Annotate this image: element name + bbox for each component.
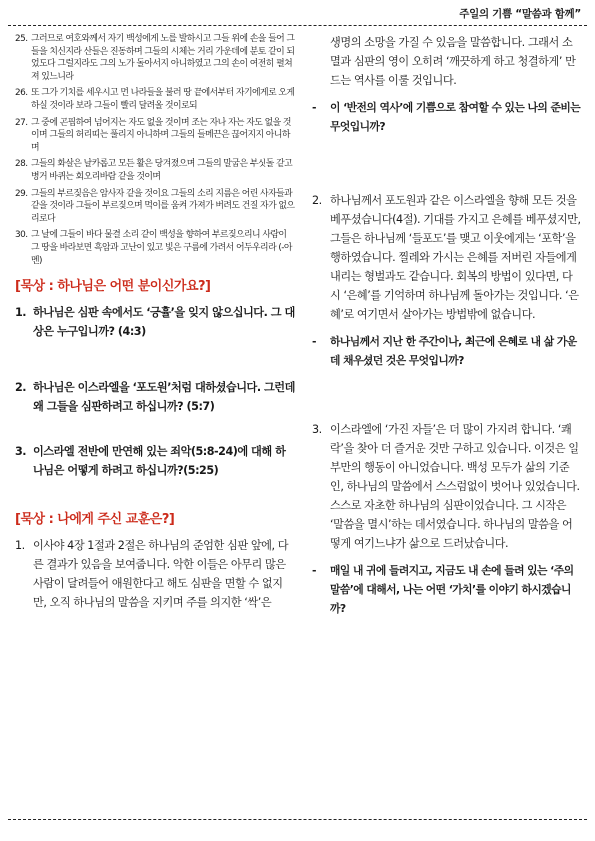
reflection-question-1 bbox=[312, 98, 582, 136]
item-number: 1. bbox=[15, 539, 25, 553]
answer-space bbox=[15, 416, 295, 442]
lesson-item-2 bbox=[312, 191, 582, 324]
question-2 bbox=[15, 378, 295, 416]
reflection-text: 하나님께서 지난 한 주간이나, 최근에 은혜로 내 삶 가운데 채우셨던 것은 무엇입니까? bbox=[330, 335, 577, 367]
top-dashed-divider bbox=[8, 25, 587, 26]
page-header-title: 주일의 기쁨 “말씀과 함께” bbox=[459, 8, 581, 20]
question-text: 하나님은 심판 속에서도 ‘긍휼’을 잊지 않으십니다. 그 대상은 누구입니까? (4:3) bbox=[33, 306, 295, 339]
verse-25 bbox=[15, 33, 295, 83]
item-number: 2. bbox=[312, 194, 322, 207]
verse-text: 또 그가 기치를 세우시고 먼 나라들을 불러 땅 끝에서부터 자기에게로 오게 하실 것이라 보라 그들이 빨리 달려올 것이로되 bbox=[31, 88, 295, 111]
reflection-text: 이 ‘반전의 역사’에 기쁨으로 참여할 수 있는 나의 준비는 무엇입니까? bbox=[330, 101, 581, 133]
section-title-who-is-god: [묵상 : 하나님은 어떤 분이신가요?] bbox=[15, 279, 211, 295]
item-text: 이사야 4장 1절과 2절은 하나님의 준엄한 심판 앞에, 다른 결과가 있음을 보여줍니다. 악한 이들은 아무리 많은 사람이 달려들어 애원한다고 해도 심판을 면할 수 없지만, 오직 하나님의 말씀을 지키며 주를 의지한 ‘싹’은 bbox=[33, 539, 289, 610]
verse-text: 그 중에 곤핍하여 넘어지는 자도 없을 것이며 조는 자나 자는 자도 없을 것이며 그들의 허리띠는 풀리지 아니하며 그들의 들메끈은 끊어지지 아니하며 bbox=[31, 117, 291, 153]
reflection-question-2 bbox=[312, 332, 582, 370]
lesson-item-3 bbox=[312, 420, 582, 553]
item-text: 하나님께서 포도원과 같은 이스라엘을 향해 모든 것을 베푸셨습니다(4절). 기대를 가지고 은혜를 베푸셨지만, 그들은 하나님께 ‘들포도’를 맺고 이웃에게는 ‘포학’을 행하였습니다. 찔레와 가시는 은혜를 저버린 자들에게 내리는 형벌과도 같습니다. 회복의 방법이 있다면, 다시 ‘은혜’를 기억하며 하나님께 돌아가는 것입니다. ‘은혜’로 여기면서 살아가는 방법밖에 없습니다. bbox=[330, 194, 581, 321]
verse-number: 26. bbox=[15, 88, 28, 99]
verse-number: 30. bbox=[15, 230, 28, 241]
lesson-item-1 bbox=[15, 536, 295, 612]
item-text: 이스라엘에 ‘가진 자들’은 더 많이 가지려 합니다. ‘쾌락’을 찾아 더 즐거운 것만 구하고 있습니다. 이것은 일부만의 행동이 아니었습니다. 백성 모두가 삶의 기준인, 하나님의 말씀에서 스스럼없이 벗어나 있었습니다. 스스로 자초한 하나님의 심판이었습니다. 그 시작은 ‘말씀을 멸시’하는 데서였습니다. 하나님의 말씀을 어떻게 여기느냐가 삶으로 드러났습니다. bbox=[330, 423, 580, 550]
question-number: 3. bbox=[15, 445, 27, 459]
left-column bbox=[15, 33, 295, 612]
bullet-dash: - bbox=[312, 564, 316, 577]
question-text: 하나님은 이스라엘을 ‘포도원’처럼 대하셨습니다. 그런데 왜 그들을 심판하려고 하십니까? (5:7) bbox=[33, 381, 295, 414]
verse-26 bbox=[15, 87, 295, 112]
verse-text: 그러므로 여호와께서 자기 백성에게 노를 발하시고 그들 위에 손을 들어 그들을 치신지라 산들은 진동하며 그들의 시체는 거리 가운데에 분토 같이 되었도다 그럴지라도 그의 노가 돌아서지 아니하였고 그의 손이 여전히 펼쳐져 있느니라 bbox=[31, 34, 295, 82]
verse-29 bbox=[15, 188, 295, 226]
question-number: 2. bbox=[15, 381, 27, 395]
verse-text: 그 날에 그들이 바다 물결 소리 같이 백성을 향하여 부르짖으리니 사람이 그 땅을 바라보면 흑암과 고난이 있고 빛은 구름에 가려서 어두우리라 (-아멘) bbox=[31, 230, 292, 266]
bullet-dash: - bbox=[312, 335, 316, 348]
answer-space bbox=[15, 341, 295, 378]
verse-number: 28. bbox=[15, 159, 28, 170]
bottom-dashed-divider bbox=[8, 819, 587, 820]
bullet-dash: - bbox=[312, 101, 316, 114]
reflection-question-3 bbox=[312, 561, 582, 618]
answer-space bbox=[15, 480, 295, 502]
verse-text: 그들의 화살은 날카롭고 모든 활은 당겨졌으며 그들의 말굽은 부싯돌 같고 병거 바퀴는 회오리바람 같을 것이며 bbox=[31, 159, 293, 182]
verse-text: 그들의 부르짖음은 암사자 같을 것이요 그들의 소리 지름은 어린 사자들과 같을 것이라 그들이 부르짖으며 먹이를 움켜 가져가 버려도 건질 자가 없으리로다 bbox=[31, 188, 295, 224]
right-column bbox=[312, 33, 582, 618]
question-1 bbox=[15, 303, 295, 341]
item-number: 3. bbox=[312, 423, 322, 436]
section-title-lesson: [묵상 : 나에게 주신 교훈은?] bbox=[15, 512, 175, 528]
reflection-text: 매일 내 귀에 들려지고, 지금도 내 손에 들려 있는 ‘주의 말씀’에 대해서, 나는 어떤 ‘가치’를 이야기 하시겠습니까? bbox=[330, 564, 574, 615]
verse-number: 25. bbox=[15, 34, 28, 44]
lesson-item-1-continued: 생명의 소망을 가질 수 있음을 말씀합니다. 그래서 소멸과 심판의 영이 오히려 ‘깨끗하게 하고 청결하게’ 만드는 역사를 이룰 것입니다. bbox=[330, 36, 576, 87]
question-number: 1. bbox=[15, 306, 27, 320]
verse-28 bbox=[15, 158, 295, 183]
question-text: 이스라엘 전반에 만연해 있는 죄악(5:8-24)에 대해 하나님은 어떻게 하려고 하십니까?(5:25) bbox=[33, 445, 286, 478]
answer-space bbox=[312, 370, 582, 420]
answer-space bbox=[312, 136, 582, 191]
question-3 bbox=[15, 442, 295, 480]
verse-number: 29. bbox=[15, 188, 28, 199]
verse-27 bbox=[15, 117, 295, 155]
verse-30 bbox=[15, 229, 295, 267]
verse-number: 27. bbox=[15, 117, 28, 128]
